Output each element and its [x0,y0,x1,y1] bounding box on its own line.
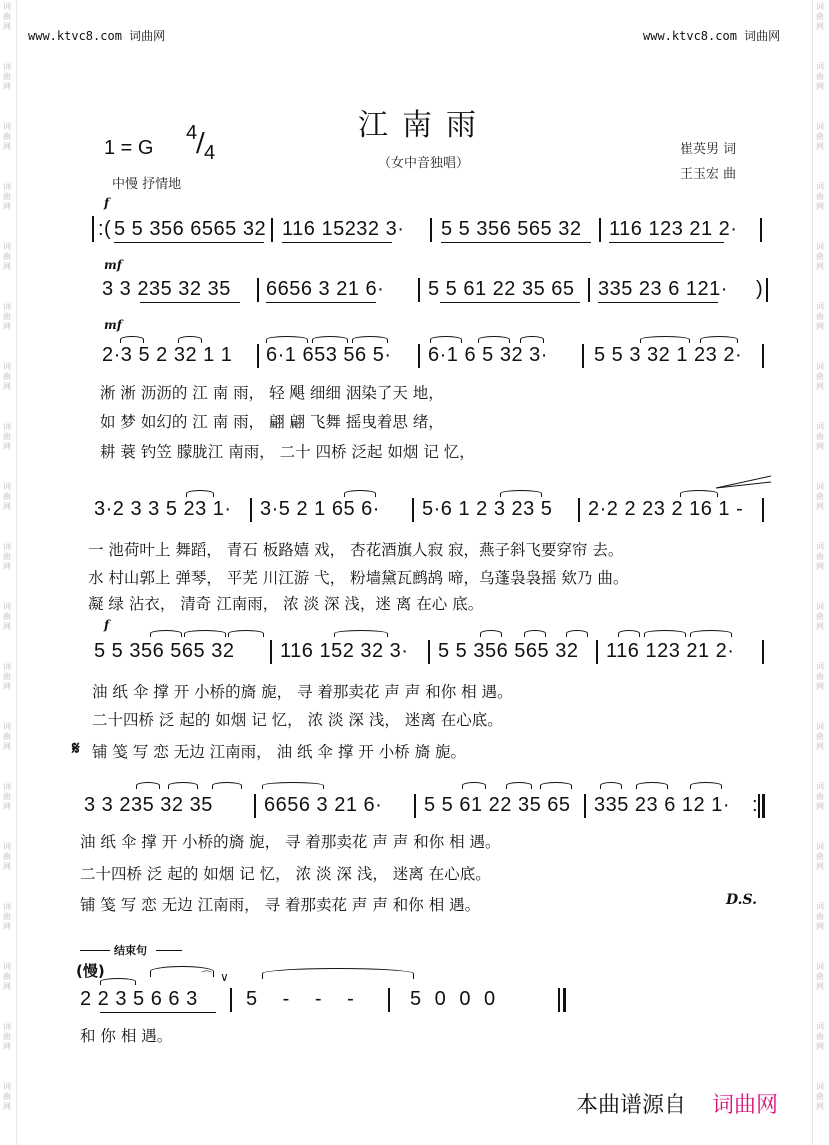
dynamic-f: f [104,618,110,632]
barline [257,344,259,368]
slur [168,782,198,789]
slur [478,336,510,343]
row6-measure-3: 5 5 61 22 35 65 [424,794,571,816]
repeat-dots: :( [98,218,112,240]
slur [566,630,588,637]
slur [100,978,136,985]
watermark-text: 词曲网 [3,602,11,631]
slur [334,630,388,637]
watermark-text: 词曲网 [816,842,824,871]
watermark-text: 词曲网 [3,782,11,811]
watermark-text: 词曲网 [3,962,11,991]
row3-lyric-verse1: 淅 淅 沥沥的 江 南 雨， 轻 飓 细细 洇染了天 地， [100,384,444,402]
barline [762,344,764,368]
slur [266,336,308,343]
slur [500,490,542,497]
watermark-text: 词曲网 [816,302,824,331]
slur [506,782,532,789]
row3-lyric-verse2: 如 梦 如幻的 江 南 雨， 翩 翩 飞舞 摇曳着思 绪， [100,413,444,431]
slur [600,782,622,789]
dynamic-f: f [104,196,110,210]
breath-mark: ∨ [220,970,229,984]
row4-lyric-verse2: 水 村山郭上 弹琴， 平芜 川江游 弋， 粉墙黛瓦鹧鸪 啼，乌蓬袅袅摇 欸乃 曲。 [88,569,629,587]
underline [114,242,264,243]
site-url-right[interactable]: www.ktvc8.com 词曲网 [643,29,781,43]
slur [136,782,160,789]
slur [636,782,668,789]
row3-measure-3: 6·1 6 5 32 3· [428,344,548,366]
barline [578,498,580,522]
watermark-text: 词曲网 [3,1022,11,1051]
barline [271,218,273,242]
composer: 王玉宏 曲 [680,167,737,182]
barline [599,218,601,242]
watermark-text: 词曲网 [3,482,11,511]
row4-measure-2: 3·5 2 1 65 6· [260,498,380,520]
slur [344,490,376,497]
slur [262,782,324,789]
source-text: 本曲谱源自 [576,1093,687,1118]
watermark-text: 词曲网 [3,422,11,451]
slur [680,490,718,497]
ending-rule-right [156,950,182,951]
slur [212,782,242,789]
barline [428,640,430,664]
key-signature: 1 = G [104,137,154,159]
site-url-left[interactable]: www.ktvc8.com 词曲网 [28,29,166,43]
watermark-text: 词曲网 [816,1022,824,1051]
underline [140,302,240,303]
barline [250,498,252,522]
row4-lyric-verse1: 一 池荷叶上 舞蹈， 青石 板路嬉 戏， 杏花酒旗人寂 寂，燕子斜飞要穿帘 去。 [88,541,624,559]
slur [228,630,264,637]
watermark-text: 词曲网 [3,902,11,931]
row3-measure-4: 5 5 3 32 1 23 2· [594,344,743,366]
barline [766,278,768,302]
lyricist: 崔英男 词 [680,142,737,157]
row5-lyric-verse2: 二十四桥 泛 起的 如烟 记 忆， 浓 淡 深 浅， 迷离 在心底。 [92,711,503,729]
underline [282,242,392,243]
watermark-text: 词曲网 [3,542,11,571]
watermark-text: 词曲网 [3,122,11,151]
repeat-end-dots: : [752,794,759,816]
row3-lyric-verse3: 耕 蓑 钓笠 朦胧江 南雨， 二十 四桥 泛起 如烟 记 忆， [100,443,475,461]
underline [441,242,591,243]
song-subtitle: （女中音独唱） [378,156,470,171]
slur [644,630,686,637]
watermark-text: 词曲网 [3,2,11,31]
slur [120,336,144,343]
time-sig-denominator: 4 [204,142,216,164]
barline [430,218,432,242]
watermark-text: 词曲网 [816,122,824,151]
watermark-text: 词曲网 [816,62,824,91]
row4-measure-1: 3·2 3 3 5 23 1· [94,498,232,520]
watermark-text: 词曲网 [816,782,824,811]
slur [480,630,502,637]
slur [640,336,690,343]
row6-lyric-verse1: 油 纸 伞 撑 开 小桥的旖 旎， 寻 着那卖花 声 声 和你 相 遇。 [80,833,501,851]
slur [150,630,182,637]
barline [254,794,256,818]
row6-measure-2: 6656 3 21 6· [264,794,383,816]
crescendo-hairpin [716,474,776,498]
watermark-text: 词曲网 [3,662,11,691]
watermark-text: 词曲网 [816,662,824,691]
row2-measure-4: 335 23 6 121· [598,278,728,300]
row5-lyric-verse1: 油 纸 伞 撑 开 小桥的旖 旎， 寻 着那卖花 声 声 和你 相 遇。 [92,683,513,701]
row6-lyric-verse2: 二十四桥 泛 起的 如烟 记 忆， 浓 淡 深 浅， 迷离 在心底。 [80,865,491,883]
tempo-marking: 中慢 抒情地 [112,177,182,192]
time-sig-slash: / [196,128,205,158]
underline [598,302,718,303]
slur [524,630,546,637]
watermark-text: 词曲网 [816,422,824,451]
watermark-text: 词曲网 [816,962,824,991]
row7-measure-1: 2 2 3 5 6 6 3 [80,988,198,1010]
watermark-text: 词曲网 [816,182,824,211]
row1-measure-4: 116 123 21 2· [609,218,738,240]
watermark-text: 词曲网 [816,602,824,631]
watermark-text: 词曲网 [816,362,824,391]
slur [430,336,462,343]
barline [588,278,590,302]
row4-measure-3: 5·6 1 2 3 23 5 [422,498,553,520]
dynamic-mf: mf [104,258,122,272]
time-sig-numerator: 4 [186,122,198,144]
ending-label: 结束句 [114,944,147,957]
row5-measure-2: 116 152 32 3· [280,640,409,662]
watermark-text: 词曲网 [3,242,11,271]
watermark-text: 词曲网 [816,242,824,271]
barline [584,794,586,818]
close-paren: ) [756,278,764,300]
slur [312,336,348,343]
row4-measure-4: 2·2 2 23 2 16 1 - [588,498,744,520]
watermark-text: 词曲网 [3,362,11,391]
slur [184,630,226,637]
barline [388,988,390,1012]
row3-measure-1: 2·3 5 2 32 1 1 [102,344,233,366]
dal-segno: D.S. [726,892,758,908]
barline [558,988,560,1012]
slur [352,336,388,343]
slur [178,336,202,343]
barline [230,988,232,1012]
watermark-text: 词曲网 [816,722,824,751]
row7-measure-2: 5 - - - [246,988,364,1010]
final-barline [563,988,566,1012]
row5-measure-1: 5 5 356 565 32 [94,640,235,662]
segno-sign: 𝄋 [72,738,80,759]
row1-measure-2: 116 15232 3· [282,218,405,240]
barline [762,498,764,522]
row6-measure-4: 335 23 6 12 1· [594,794,730,816]
row3-measure-2: 6·1 653 56 5· [266,344,392,366]
row6-measure-1: 3 3 235 32 35 [84,794,213,816]
watermark-text: 词曲网 [3,842,11,871]
watermark-text: 词曲网 [816,482,824,511]
barline [418,278,420,302]
watermark-text: 词曲网 [816,1082,824,1111]
barline [582,344,584,368]
underline [440,302,580,303]
barline [257,278,259,302]
watermark-text: 词曲网 [3,1082,11,1111]
barline [760,218,762,242]
row4-lyric-verse3: 凝 绿 沾衣， 清奇 江南雨， 浓 淡 深 浅，迷 离 在心 底。 [88,595,484,613]
row7-measure-3: 5 0 0 0 [410,988,500,1010]
watermark-text: 词曲网 [3,302,11,331]
slur [520,336,544,343]
row5-measure-4: 116 123 21 2· [606,640,735,662]
slur [690,782,722,789]
slur [540,782,572,789]
underline [609,242,724,243]
row5-measure-3: 5 5 356 565 32 [438,640,579,662]
slur [618,630,640,637]
watermark-text: 词曲网 [816,902,824,931]
row1-measure-1: 5 5 356 6565 32 [114,218,267,240]
barline [762,640,764,664]
barline [414,794,416,818]
row7-lyrics: 和 你 相 遇。 [80,1027,173,1045]
underline [100,1012,216,1013]
row2-measure-2: 6656 3 21 6· [266,278,385,300]
slur [462,782,486,789]
watermark-text: 词曲网 [3,722,11,751]
song-title: 江南雨 [358,108,490,143]
barline [758,794,760,818]
barline [270,640,272,664]
row2-measure-3: 5 5 61 22 35 65 [428,278,575,300]
row6-lyric-verse3: 铺 笺 写 恋 无边 江南雨， 寻 着那卖花 声 声 和你 相 遇。 [80,896,481,914]
row5-lyric-verse3: 铺 笺 写 恋 无边 江南雨， 油 纸 伞 撑 开 小桥 旖 旎。 [92,743,467,761]
barline [418,344,420,368]
barline [596,640,598,664]
slur [186,490,214,497]
slur [700,336,738,343]
tie [262,968,414,979]
watermark-text: 词曲网 [3,182,11,211]
ending-tempo: (慢) [76,962,105,980]
row2-measure-1: 3 3 235 32 35 [102,278,231,300]
barline [412,498,414,522]
dynamic-mf: mf [104,318,122,332]
row1-measure-3: 5 5 356 565 32 [441,218,582,240]
fermata: ⌒ [201,970,212,983]
source-site-link[interactable]: 词曲网 [712,1093,779,1118]
repeat-start-barline [92,216,94,242]
repeat-end-barline [762,794,765,818]
ending-rule-left [80,950,110,951]
watermark-text: 词曲网 [816,2,824,31]
underline [266,302,376,303]
slur [690,630,732,637]
watermark-text: 词曲网 [816,542,824,571]
watermark-text: 词曲网 [3,62,11,91]
